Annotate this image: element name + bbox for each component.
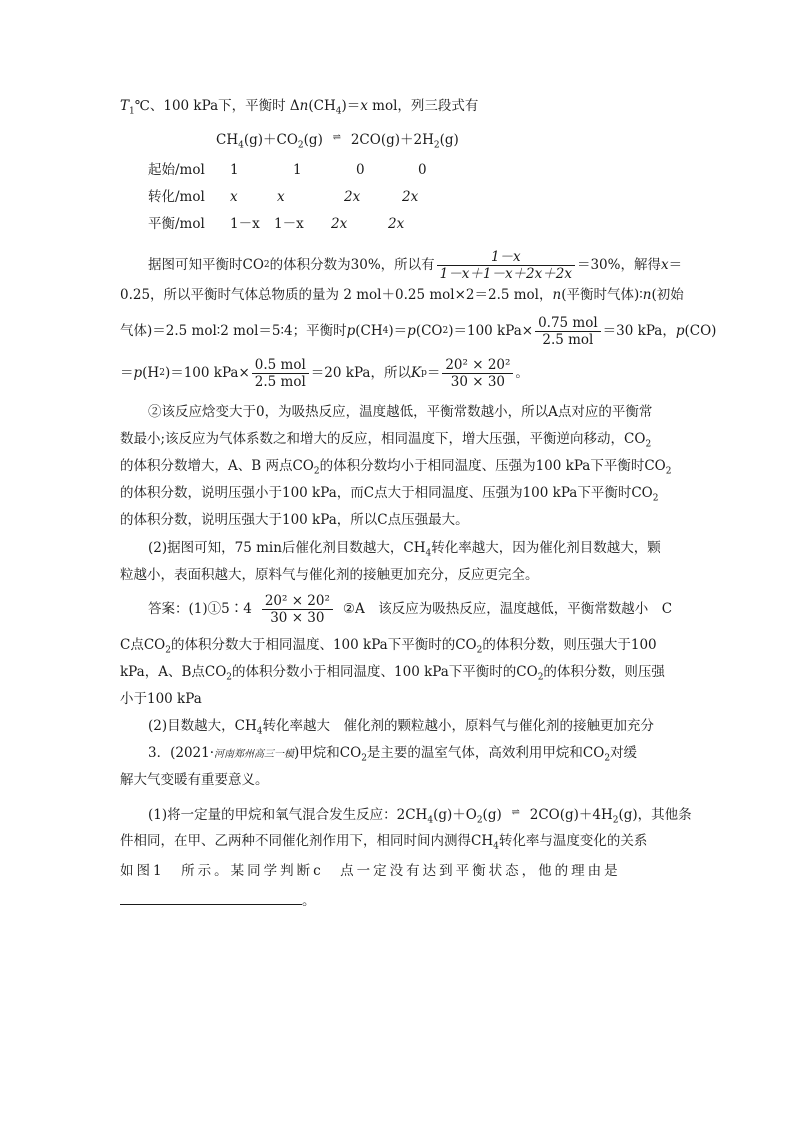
question-3-line: [148, 803, 692, 825]
sub: 2: [476, 815, 483, 826]
cell: 2x: [402, 189, 419, 205]
sub: 2: [665, 466, 672, 477]
x-symbol: x: [660, 257, 669, 273]
text: )甲烷和CO: [294, 745, 362, 761]
text: 转化率越大 催化剂的颗粒越小，原料气与催化剂的接触更加充分: [262, 718, 654, 734]
sub: 2: [604, 753, 611, 764]
text: 转化率与温度变化的关系: [498, 833, 648, 849]
text: 数最小;该反应为气体系数之和增大的反应，相同温度下，增大压强，平衡逆向移动，CO: [120, 431, 646, 447]
cell: 2x: [388, 216, 405, 232]
text: (平衡时气体)∶: [561, 287, 643, 303]
sub: 2: [612, 815, 619, 826]
text: kPa，A、B点CO: [120, 664, 227, 680]
t-sub: 1: [129, 106, 135, 117]
text: )＝100 kPa×: [164, 365, 250, 381]
text: 的体积分数为30%，所以有: [269, 257, 435, 273]
answer-line: [120, 635, 657, 655]
numerator: 0.75 mol: [538, 314, 598, 331]
text: (H: [142, 365, 160, 381]
cell: 2x: [344, 189, 361, 205]
question-3-line: 如图1 所示。某同学判断c 点一定没有达到平衡状态，他的理由是: [120, 863, 621, 879]
sub: 4: [238, 140, 244, 151]
kp-fraction: [262, 593, 333, 626]
reaction-equation: [216, 128, 459, 150]
text: ＝20 kPa，所以: [310, 365, 411, 381]
text: 。: [515, 365, 529, 381]
text: 的体积分数，则压强: [543, 664, 665, 680]
denominator: 2.5 mol: [535, 331, 601, 348]
text: 3．(2021·: [148, 745, 215, 761]
text: 的体积分数，说明压强小于100 kPa，而C点大于相同温度、压强为100 kPa下平衡时CO: [120, 485, 653, 501]
paragraph-line: [120, 483, 659, 503]
sub: 2: [361, 753, 367, 764]
text: (CO: [415, 323, 443, 339]
pressure-fraction: [535, 315, 601, 348]
sub: 2: [226, 672, 233, 683]
text: mol，列三段式有: [367, 98, 479, 114]
text: 2CO(g)＋2H: [350, 132, 434, 148]
text: ＝30 kPa，: [602, 323, 676, 339]
cell: 2x: [331, 216, 348, 232]
text: )＝100 kPa×: [448, 323, 534, 339]
sub: 2: [645, 439, 652, 450]
row-label: 起始/mol: [148, 162, 205, 178]
row-label: 平衡/mol: [148, 216, 205, 232]
n-symbol: n: [642, 287, 652, 303]
cell: 1－x: [274, 216, 304, 232]
denominator: 2.5 mol: [252, 373, 309, 390]
n-symbol: n: [552, 287, 562, 303]
text: )＝: [388, 323, 408, 339]
sub: 2: [476, 645, 483, 656]
text: (CO): [684, 323, 717, 339]
question-3-line: [148, 743, 637, 765]
question-3-line: [120, 831, 647, 851]
paragraph-line: 粒越小，表面积越大，原料气与催化剂的接触更加充分，反应更完全。: [120, 567, 539, 583]
sub: 4: [256, 726, 263, 737]
sub: 2: [537, 672, 544, 683]
denominator: 1－x＋1－x＋2x＋2x: [437, 265, 575, 282]
answer-line: [148, 588, 672, 630]
numerator: 1－x: [490, 248, 521, 265]
table-row-equilibrium: [0, 214, 794, 234]
denominator: 30 × 30: [262, 609, 333, 626]
row-label: 转化/mol: [148, 189, 205, 205]
n-symbol: n: [299, 98, 309, 114]
cell: x: [230, 189, 238, 205]
text: 的体积分数，则压强大于100: [482, 637, 657, 653]
text: 的体积分数均小于相同温度、压强为100 kPa下平衡时CO: [319, 458, 666, 474]
cell: 0: [418, 162, 427, 178]
paragraph-line: [148, 538, 661, 558]
mole-fraction: [437, 249, 575, 282]
text: ＝: [120, 365, 134, 381]
text: (初始: [651, 287, 684, 303]
text: 据图可知平衡时CO: [148, 257, 264, 273]
table-row-start: [0, 160, 794, 180]
answer-line: [120, 662, 665, 682]
sub: 2: [652, 493, 659, 504]
paragraph-line: [120, 429, 651, 449]
paragraph-line: 据图可知平衡时CO 2 的体积分数为30%，所以有 $\frac{1-x}{1-x+1-x+2x+2x}$ ＝30%，解得 x ＝: [148, 248, 683, 282]
kp-fraction: [442, 357, 513, 390]
text: CH: [216, 132, 239, 148]
text: C点CO: [120, 637, 166, 653]
text: 的体积分数大于相同温度、100 kPa下平衡时的CO: [170, 637, 477, 653]
k-symbol: K: [410, 365, 422, 381]
text: (g): [482, 807, 502, 823]
question-3-line: 解大气变暖有重要意义。: [120, 772, 269, 788]
text: ＝30%，解得: [576, 257, 661, 273]
paragraph-line: [120, 285, 684, 305]
answer-blank-line: [120, 890, 316, 911]
text: (g)＋CO: [243, 132, 298, 148]
source-tag: 河南郑州高三一模: [214, 749, 295, 760]
text: 的体积分数增大，A、B 两点CO: [120, 458, 314, 474]
pressure-fraction: [252, 357, 309, 390]
sub: 2: [433, 140, 440, 151]
t-symbol: T: [120, 98, 130, 114]
text: (g)＋O: [433, 807, 477, 823]
answer-line: 小于100 kPa: [120, 691, 202, 707]
equilibrium-arrow-icon: ⇌: [511, 807, 520, 818]
answer-line: [148, 716, 654, 736]
sub: 2: [165, 645, 171, 656]
text: ＝: [668, 257, 683, 273]
p-symbol: p: [133, 365, 143, 381]
cell: 1: [230, 162, 239, 178]
text: ＝: [426, 365, 441, 381]
text: (1)将一定量的甲烷和氧气混合发生反应：2CH: [148, 807, 428, 823]
intro-line: [120, 96, 478, 116]
sub: 4: [427, 815, 434, 826]
p-symbol: p: [407, 323, 416, 339]
paragraph-line: ②该反应焓变大于0，为吸热反应，温度越低，平衡常数越小，所以A点对应的平衡常: [148, 404, 653, 420]
text: (g): [303, 132, 323, 148]
text: (2)目数越大，CH: [148, 718, 257, 734]
numerator: 20² × 20²: [264, 592, 330, 609]
equilibrium-arrow-icon: ⇌: [332, 132, 342, 143]
paragraph-line: ＝ p (H 2 )＝100 kPa× $\frac{\text{0.5 mol}}{\text{2.5 mol}}$ ＝20 kPa，所以 K p ＝ $\frac{\text{20² × 20²}}{30 \times 30}$ 。: [120, 356, 529, 390]
paragraph-line: 气体)＝2.5 mol∶2 mol＝5∶4；平衡时 p (CH 4 )＝ p (CO 2 )＝100 kPa× $\frac{\text{0.75 mol}}{\text{2.5 mol}}$ ＝30 kPa， p (CO): [120, 314, 717, 348]
text: (2)据图可知，75 min后催化剂目数越大，CH: [148, 540, 426, 556]
text: 对缓: [610, 745, 638, 761]
text: (CH: [355, 323, 383, 339]
text: (g): [439, 132, 459, 148]
table-row-change: [0, 187, 794, 207]
text: (g)，其他条: [618, 807, 692, 823]
text: ℃、100 kPa下，平衡时 Δ: [134, 98, 300, 114]
cell: 0: [356, 162, 365, 178]
cell: x: [277, 189, 285, 205]
text: (CH: [308, 98, 336, 114]
text: 件相同，在甲、乙两种不同催化剂作用下，相同时间内测得CH: [120, 833, 494, 849]
x-symbol: x: [360, 98, 368, 114]
numerator: 20² × 20²: [445, 356, 511, 373]
text: ②A 该反应为吸热反应，温度越低，平衡常数越小 C: [342, 601, 673, 617]
text: 的体积分数小于相同温度、100 kPa下平衡时的CO: [232, 664, 538, 680]
paragraph-line: [120, 456, 672, 476]
text: )＝: [341, 98, 361, 114]
answer-label: 答案：(1)①5∶4: [148, 601, 252, 617]
text: 2CO(g)＋4H: [529, 807, 613, 823]
text: 气体)＝2.5 mol∶2 mol＝5∶4；平衡时: [120, 323, 347, 339]
cell: 1: [293, 162, 302, 178]
cell: 1－x: [230, 216, 260, 232]
text: 是主要的温室气体，高效利用甲烷和CO: [366, 745, 605, 761]
text: 。: [302, 893, 316, 909]
sub: 4: [425, 548, 432, 559]
p-symbol: p: [346, 323, 356, 339]
sub: 4: [493, 841, 499, 852]
sub: 2: [313, 466, 320, 477]
answer-blank[interactable]: [120, 890, 302, 905]
p-symbol: p: [675, 323, 685, 339]
text: 0.25，所以平衡时气体总物质的量为 2 mol＋0.25 mol×2＝2.5 mol，: [120, 287, 553, 303]
sub: 4: [335, 106, 342, 117]
sub: 2: [297, 140, 304, 151]
numerator: 0.5 mol: [254, 356, 306, 373]
denominator: 30 × 30: [442, 373, 513, 390]
paragraph-line: 的体积分数，说明压强大于100 kPa，所以C点压强最大。: [120, 512, 469, 528]
text: 转化率越大，因为催化剂目数越大，颗: [431, 540, 661, 556]
